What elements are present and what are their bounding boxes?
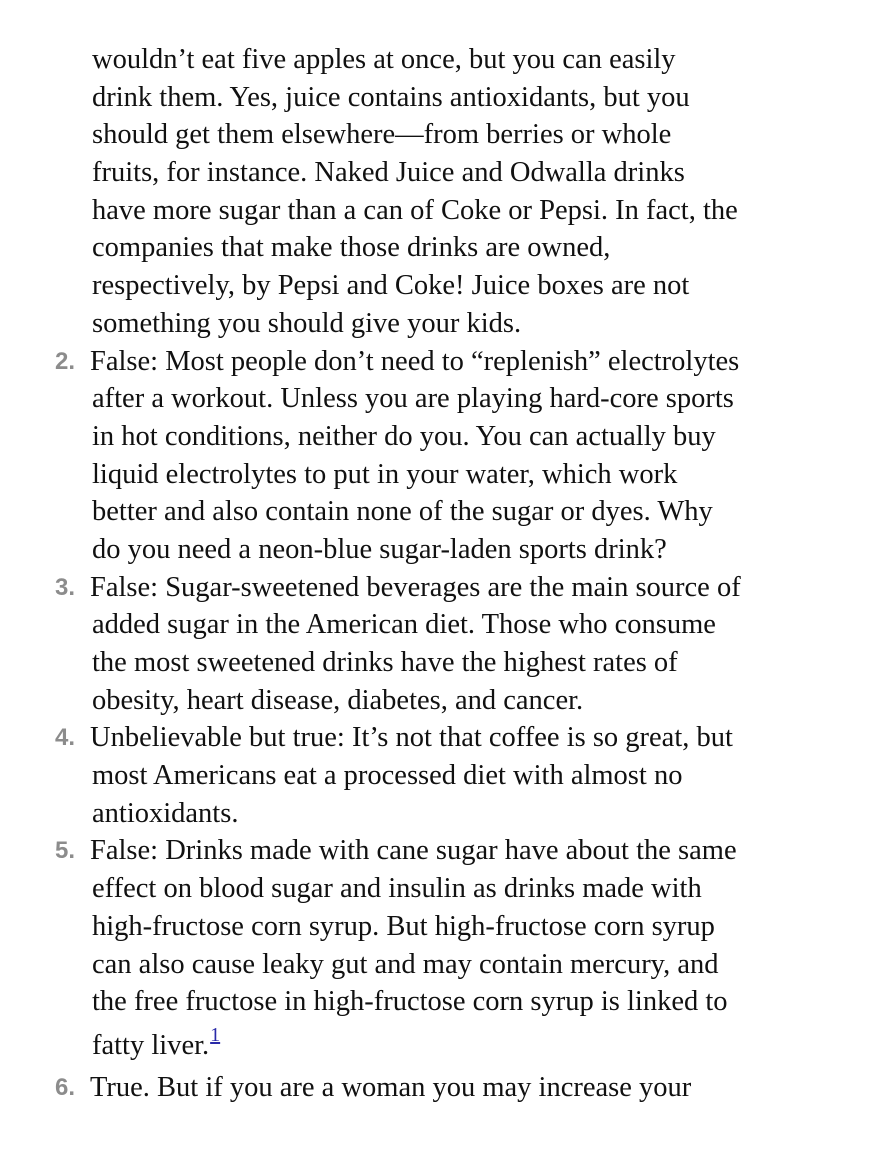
- text-line: in hot conditions, neither do you. You can actually buy: [92, 420, 716, 452]
- list-item: [0, 343, 873, 569]
- text-line: False: Drinks made with cane sugar have about the same: [90, 835, 737, 867]
- text-line: have more sugar than a can of Coke or Pepsi. In fact, the: [92, 194, 738, 226]
- text-line: something you should give your kids.: [92, 307, 522, 339]
- document-page: [0, 41, 873, 1107]
- text-line: should get them elsewhere—from berries or whole: [92, 119, 672, 151]
- text-line: companies that make those drinks are owned,: [92, 232, 611, 264]
- list-item: [0, 569, 873, 720]
- text-line: respectively, by Pepsi and Coke! Juice boxes are not: [92, 270, 690, 302]
- item-number: 5.: [55, 837, 76, 865]
- text-line: most Americans eat a processed diet with almost no: [92, 760, 683, 792]
- text-line: antioxidants.: [92, 797, 239, 829]
- text-line: added sugar in the American diet. Those who consume: [92, 609, 716, 641]
- text-line: True. But if you are a woman you may increase your: [90, 1071, 692, 1103]
- text-line: wouldn’t eat five apples at once, but you can easily: [92, 44, 676, 75]
- text-line: Unbelievable but true: It’s not that coffee is so great, but: [90, 722, 733, 754]
- list-item: [0, 719, 873, 832]
- text-line: after a workout. Unless you are playing hard-core sports: [92, 383, 734, 415]
- text-line: fruits, for instance. Naked Juice and Odwalla drinks: [92, 157, 685, 189]
- text-line: can also cause leaky gut and may contain mercury, and: [92, 948, 719, 980]
- item-number: 6.: [55, 1073, 76, 1101]
- text-line: better and also contain none of the sugar or dyes. Why: [92, 496, 713, 528]
- footnote-link[interactable]: 1: [210, 1023, 221, 1046]
- item-number: 2.: [55, 347, 76, 375]
- text-line: the free fructose in high-fructose corn syrup is linked to: [92, 986, 728, 1018]
- text-line: drink them. Yes, juice contains antioxidants, but you: [92, 81, 690, 113]
- item-number: 4.: [55, 724, 76, 752]
- text-line: effect on blood sugar and insulin as drinks made with: [92, 873, 702, 905]
- text-line: high-fructose corn syrup. But high-fructose corn syrup: [92, 910, 715, 942]
- item-number: 3.: [55, 573, 76, 601]
- text-line: liquid electrolytes to put in your water, which work: [92, 458, 678, 490]
- list-item: [0, 832, 873, 1068]
- list-item: [0, 41, 873, 343]
- text-line: False: Most people don’t need to “replenish” electrolytes: [90, 345, 740, 377]
- text-line: fatty liver.: [92, 1029, 210, 1061]
- list-item: [0, 1069, 873, 1107]
- text-line: False: Sugar-sweetened beverages are the main source of: [90, 571, 741, 603]
- text-line: obesity, heart disease, diabetes, and cancer.: [92, 684, 584, 716]
- text-line: the most sweetened drinks have the highest rates of: [92, 647, 678, 678]
- text-line: do you need a neon-blue sugar-laden sports drink?: [92, 533, 667, 565]
